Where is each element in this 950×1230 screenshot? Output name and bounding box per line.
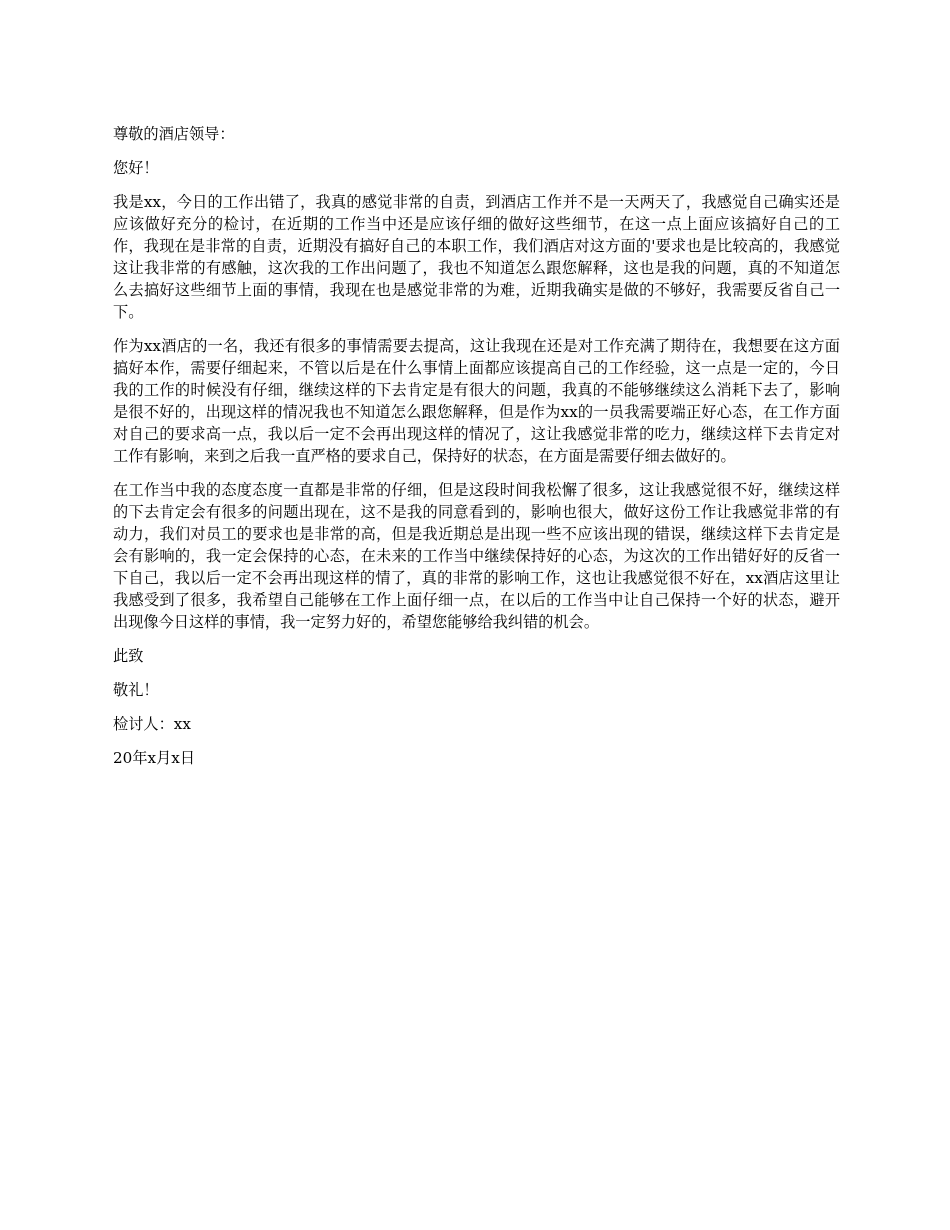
letter-body [113,123,840,781]
greeting: 您好！ [113,159,159,177]
closing-line-1: 此致 [113,647,144,665]
signature: 检讨人：xx [113,715,191,733]
body-paragraph-1: 我是xx，今日的工作出错了，我真的感觉非常的自责，到酒店工作并不是一天两天了，我感觉自己确实还是应该做好充分的检讨，在近期的工作当中还是应该仔细的做好这些细节，在这一点上面应该搞好自己的工作，我现在是非常的自责，近期没有搞好自己的本职工作，我们酒店对这方面的'要求也是比较高的，我感觉这让我非常的有感触，这次我的工作出问题了，我也不知道怎么跟您解释，这也是我的问题，真的不知道怎么去搞好这些细节上面的事情，我现在也是感觉非常的为难，近期我确实是做的不够好，我需要反省自己一下。 [113,193,840,321]
salutation: 尊敬的酒店领导： [113,125,235,143]
body-paragraph-2: 作为xx酒店的一名，我还有很多的事情需要去提高，这让我现在还是对工作充满了期待在，我想要在这方面搞好本作，需要仔细起来，不管以后是在什么事情上面都应该提高自己的工作经验，这一点是一定的，今日我的工作的时候没有仔细，继续这样的下去肯定是有很大的问题，我真的不能够继续这么消耗下去了，影响是很不好的，出现这样的情况我也不知道怎么跟您解释，但是作为xx的一员我需要端正好心态，在工作方面对自己的要求高一点，我以后一定不会再出现这样的情况了，这让我感觉非常的吃力，继续这样下去肯定对工作有影响，来到之后我一直严格的要求自己，保持好的状态，在方面是需要仔细去做好的。 [113,337,840,465]
body-paragraph-3: 在工作当中我的态度态度一直都是非常的仔细，但是这段时间我松懈了很多，这让我感觉很不好，继续这样的下去肯定会有很多的问题出现在，这不是我的同意看到的，影响也很大，做好这份工作让我感觉非常的有动力，我们对员工的要求也是非常的高，但是我近期总是出现一些不应该出现的错误，继续这样下去肯定是会有影响的，我一定会保持的心态，在未来的工作当中继续保持好的心态，为这次的工作出错好好的反省一下自己，我以后一定不会再出现这样的情了，真的非常的影响工作，这也让我感觉很不好在，xx酒店这里让我感受到了很多，我希望自己能够在工作上面仔细一点，在以后的工作当中让自己保持一个好的状态，避开出现像今日这样的事情，我一定努力好的，希望您能够给我纠错的机会。 [113,481,840,631]
date: 20年x月x日 [113,749,196,767]
closing-line-2: 敬礼！ [113,681,159,699]
